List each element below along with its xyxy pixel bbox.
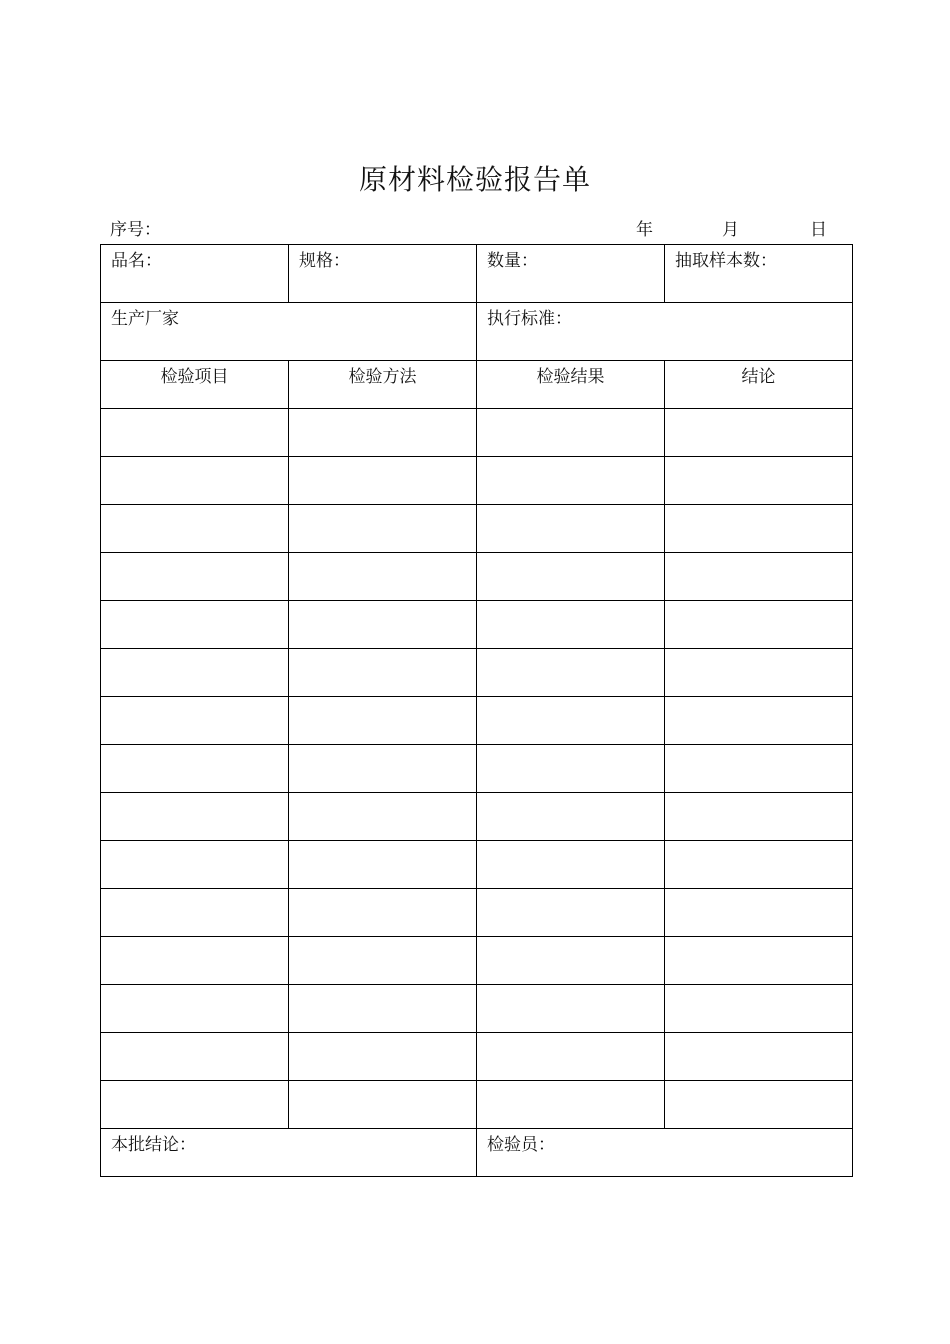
table-cell[interactable] <box>289 505 477 553</box>
table-cell[interactable] <box>477 745 665 793</box>
cell-value <box>665 505 852 509</box>
cell-value <box>101 697 288 701</box>
cell-value <box>477 841 664 845</box>
cell-value <box>477 985 664 989</box>
table-cell[interactable] <box>101 889 289 937</box>
cell-value <box>101 985 288 989</box>
table-cell[interactable] <box>289 1081 477 1129</box>
cell-value <box>289 457 476 461</box>
table-cell[interactable] <box>289 841 477 889</box>
table-cell[interactable] <box>665 793 853 841</box>
header-meta-row <box>100 218 852 242</box>
table-cell[interactable] <box>665 553 853 601</box>
table-cell[interactable] <box>665 1081 853 1129</box>
cell-value <box>289 553 476 557</box>
table-cell[interactable] <box>289 985 477 1033</box>
report-footer <box>101 1129 853 1177</box>
inspector-label: 检验员： <box>487 1135 555 1155</box>
cell-value <box>665 937 852 941</box>
table-cell[interactable] <box>289 409 477 457</box>
specification-cell[interactable] <box>289 245 477 303</box>
table-cell[interactable] <box>665 985 853 1033</box>
table-data-rows <box>101 409 853 1129</box>
cell-value <box>665 697 852 701</box>
table-cell[interactable] <box>477 985 665 1033</box>
header-inspection-item <box>101 361 289 409</box>
table-row <box>101 793 853 841</box>
cell-value <box>477 601 664 605</box>
table-cell[interactable] <box>289 457 477 505</box>
table-row <box>101 841 853 889</box>
date-year-label: 年 <box>636 220 653 240</box>
cell-value <box>665 457 852 461</box>
cell-value <box>665 841 852 845</box>
cell-value <box>477 649 664 653</box>
cell-value <box>289 745 476 749</box>
table-cell[interactable] <box>289 793 477 841</box>
header-inspection-method <box>289 361 477 409</box>
table-cell[interactable] <box>477 601 665 649</box>
footer-row <box>101 1129 853 1177</box>
cell-value <box>477 505 664 509</box>
table-cell[interactable] <box>289 889 477 937</box>
table-row <box>101 937 853 985</box>
table-cell[interactable] <box>665 697 853 745</box>
cell-value <box>477 457 664 461</box>
table-row <box>101 1033 853 1081</box>
cell-value <box>289 1081 476 1085</box>
cell-value <box>289 505 476 509</box>
cell-value <box>477 1033 664 1037</box>
table-row <box>101 745 853 793</box>
table-cell[interactable] <box>665 841 853 889</box>
cell-value <box>101 1081 288 1085</box>
cell-value <box>289 793 476 797</box>
table-row <box>101 649 853 697</box>
cell-value <box>665 649 852 653</box>
cell-value <box>289 889 476 893</box>
table-cell[interactable] <box>289 745 477 793</box>
specification-label: 规格： <box>299 251 350 271</box>
cell-value <box>101 457 288 461</box>
column-header: 结论 <box>741 367 776 387</box>
standard-label: 执行标准： <box>487 309 572 329</box>
inspection-report-table <box>100 244 853 1177</box>
cell-value <box>101 937 288 941</box>
cell-value <box>101 601 288 605</box>
cell-value <box>101 505 288 509</box>
table-row <box>101 601 853 649</box>
table-cell[interactable] <box>101 985 289 1033</box>
table-row <box>101 409 853 457</box>
quantity-label: 数量： <box>487 251 538 271</box>
table-cell[interactable] <box>101 505 289 553</box>
table-cell[interactable] <box>665 649 853 697</box>
table-cell[interactable] <box>477 697 665 745</box>
table-row <box>101 505 853 553</box>
column-header: 检验结果 <box>536 367 605 387</box>
batch-conclusion-label: 本批结论： <box>111 1135 196 1155</box>
cell-value <box>665 553 852 557</box>
table-row <box>101 697 853 745</box>
table-cell[interactable] <box>665 745 853 793</box>
sample-count-label: 抽取样本数： <box>675 251 777 271</box>
cell-value <box>101 889 288 893</box>
table-cell[interactable] <box>289 937 477 985</box>
cell-value <box>665 1081 852 1085</box>
table-cell[interactable] <box>101 409 289 457</box>
product-info-row <box>101 245 853 303</box>
product-name-label: 品名： <box>111 251 162 271</box>
table-cell[interactable] <box>101 841 289 889</box>
cell-value <box>665 745 852 749</box>
cell-value <box>477 409 664 413</box>
table-cell[interactable] <box>477 841 665 889</box>
cell-value <box>101 649 288 653</box>
table-cell[interactable] <box>477 649 665 697</box>
table-cell[interactable] <box>101 793 289 841</box>
table-cell[interactable] <box>665 1033 853 1081</box>
cell-value <box>665 409 852 413</box>
table-row <box>101 889 853 937</box>
table-cell[interactable] <box>665 505 853 553</box>
cell-value <box>665 889 852 893</box>
table-row <box>101 553 853 601</box>
cell-value <box>101 553 288 557</box>
table-cell[interactable] <box>477 889 665 937</box>
inspector-cell[interactable] <box>477 1129 853 1177</box>
table-cell[interactable] <box>101 601 289 649</box>
table-cell[interactable] <box>477 1033 665 1081</box>
cell-value <box>101 841 288 845</box>
table-row <box>101 985 853 1033</box>
cell-value <box>477 889 664 893</box>
cell-value <box>289 985 476 989</box>
cell-value <box>477 1081 664 1085</box>
cell-value <box>289 649 476 653</box>
cell-value <box>665 601 852 605</box>
cell-value <box>289 841 476 845</box>
cell-value <box>101 1033 288 1037</box>
standard-cell[interactable] <box>477 303 853 361</box>
column-header: 检验项目 <box>160 367 229 387</box>
batch-conclusion-cell[interactable] <box>101 1129 477 1177</box>
header-inspection-result <box>477 361 665 409</box>
cell-value <box>665 1033 852 1037</box>
page-title: 原材料检验报告单 <box>358 163 591 196</box>
cell-value <box>477 697 664 701</box>
table-cell[interactable] <box>665 409 853 457</box>
product-name-cell[interactable] <box>101 245 289 303</box>
header-conclusion <box>665 361 853 409</box>
table-cell[interactable] <box>101 553 289 601</box>
table-cell[interactable] <box>477 409 665 457</box>
cell-value <box>477 553 664 557</box>
table-row <box>101 457 853 505</box>
cell-value <box>289 601 476 605</box>
table-cell[interactable] <box>665 601 853 649</box>
cell-value <box>477 937 664 941</box>
date-day-label: 日 <box>810 220 827 240</box>
manufacturer-cell[interactable] <box>101 303 477 361</box>
table-cell[interactable] <box>665 889 853 937</box>
cell-value <box>101 793 288 797</box>
cell-value <box>289 1033 476 1037</box>
table-cell[interactable] <box>665 937 853 985</box>
table-cell[interactable] <box>289 553 477 601</box>
table-cell[interactable] <box>101 745 289 793</box>
quantity-cell[interactable] <box>477 245 665 303</box>
cell-value <box>665 793 852 797</box>
serial-number-label: 序号： <box>110 220 161 240</box>
report-table-body <box>101 245 853 409</box>
table-cell[interactable] <box>101 1081 289 1129</box>
table-cell[interactable] <box>477 505 665 553</box>
date-month-label: 月 <box>722 220 739 240</box>
cell-value <box>101 745 288 749</box>
table-cell[interactable] <box>289 1033 477 1081</box>
table-cell[interactable] <box>289 601 477 649</box>
table-cell[interactable] <box>289 697 477 745</box>
cell-value <box>665 985 852 989</box>
table-header-row <box>101 361 853 409</box>
table-cell[interactable] <box>477 793 665 841</box>
cell-value <box>101 409 288 413</box>
sample-count-cell[interactable] <box>665 245 853 303</box>
table-cell[interactable] <box>101 649 289 697</box>
table-cell[interactable] <box>477 1081 665 1129</box>
table-cell[interactable] <box>289 649 477 697</box>
column-header: 检验方法 <box>348 367 417 387</box>
table-cell[interactable] <box>101 937 289 985</box>
cell-value <box>289 409 476 413</box>
table-row <box>101 1081 853 1129</box>
table-cell[interactable] <box>477 937 665 985</box>
manufacturer-row <box>101 303 853 361</box>
table-cell[interactable] <box>477 457 665 505</box>
table-cell[interactable] <box>101 697 289 745</box>
cell-value <box>477 745 664 749</box>
table-cell[interactable] <box>665 457 853 505</box>
table-cell[interactable] <box>101 457 289 505</box>
cell-value <box>477 793 664 797</box>
cell-value <box>289 937 476 941</box>
table-cell[interactable] <box>101 1033 289 1081</box>
table-cell[interactable] <box>477 553 665 601</box>
cell-value <box>289 697 476 701</box>
manufacturer-label: 生产厂家 <box>111 309 179 329</box>
